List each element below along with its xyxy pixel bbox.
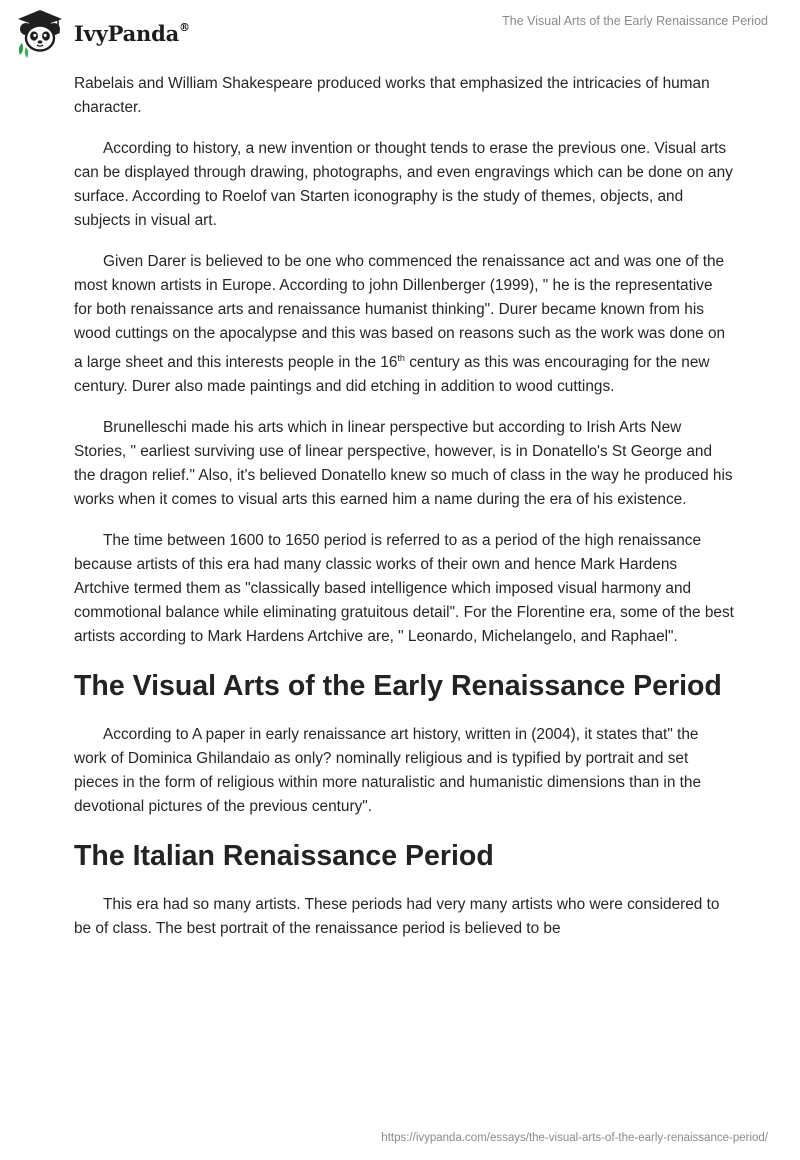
paragraph-era-artists: This era had so many artists. These periods had very many artists who were considered to be of class. The best portrait of the renaissance period is believed to be <box>74 896 720 938</box>
paragraph-ghirlandaio: According to A paper in early renaissance art history, written in (2004), it states that" the work of Dominica Ghilandaio as only? nominally religious and is typified by portrait and set pieces in the form of religious within more naturalistic and humanistic dimensions than in the devotional pictures of the previous century". <box>74 726 702 816</box>
logo-wordmark: IvyPanda® <box>74 20 190 46</box>
section-heading-italian-renaissance: The Italian Renaissance Period <box>74 840 494 873</box>
panda-graduate-icon <box>14 7 66 59</box>
section-heading-visual-arts: The Visual Arts of the Early Renaissance Period <box>74 670 722 703</box>
paragraph-history: According to history, a new invention or thought tends to erase the previous one. Visual arts can be displayed through drawing, photographs, and even engravings which can be done on any surface. According to Roelof van Starten iconography is the study of themes, objects, and subjects in visual art. <box>74 140 733 229</box>
essay-body <box>74 72 734 958</box>
paragraph-high-renaissance: The time between 1600 to 1650 period is referred to as a period of the high renaissance because artists of this era had many classic works of their own and hence Mark Hardens Artchive termed them as "classically based intelligence which imposed visual harmony and commotional balance while eliminating gratuitous detail". For the Florentine era, some of the best artists according to Mark Hardens Artchive are, " Leonardo, Michelangelo, and Raphael". <box>74 532 734 646</box>
paragraph-continuation: Rabelais and William Shakespeare produced works that emphasized the intricacies of human character. <box>74 75 710 116</box>
paragraph-durer: Given Darer is believed to be one who commenced the renaissance act and was one of the most known artists in Europe. According to john Dillenberger (1999), " he is the representative for both renaissance arts and renaissance humanist thinking". Durer became known from his wood cuttings on the apocalypse and this was based on reasons such as the work was done on a large sheet and this interests people in the 16th century as this was encouraging for the new century. Durer also made paintings and did etching in addition to wood cuttings. <box>74 253 726 396</box>
source-url[interactable]: https://ivypanda.com/essays/the-visual-arts-of-the-early-renaissance-period/ <box>381 1132 768 1144</box>
paragraph-brunelleschi: Brunelleschi made his arts which in linear perspective but according to Irish Arts New Stories, " earliest surviving use of linear perspective, however, is in Donatello's St George and the dragon relief." Also, it's believed Donatello knew so much of class in the way he produced his works when it comes to visual arts this earned him a name during the era of his existence. <box>74 419 733 509</box>
page-header <box>0 0 800 64</box>
document-title: The Visual Arts of the Early Renaissance Period <box>502 14 768 28</box>
ivypanda-logo[interactable] <box>14 7 190 59</box>
